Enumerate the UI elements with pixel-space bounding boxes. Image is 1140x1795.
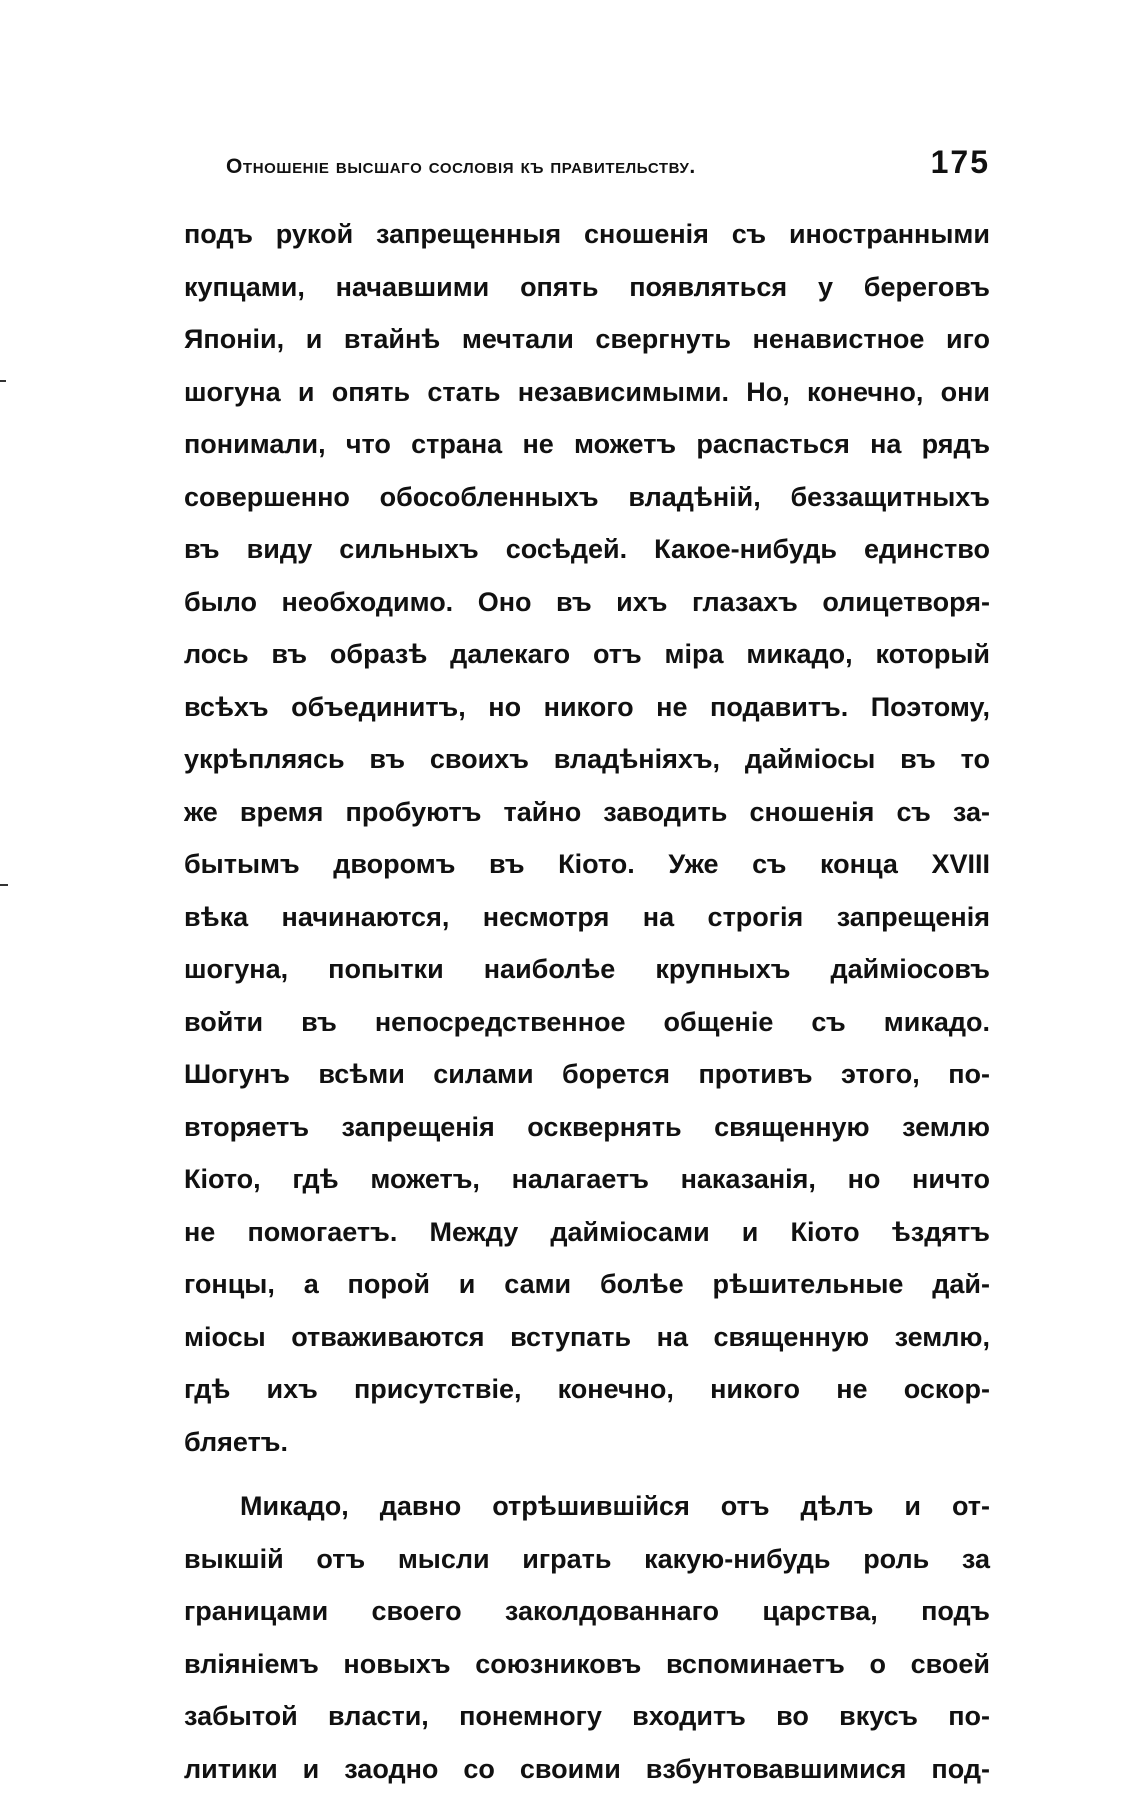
margin-mark <box>0 380 6 382</box>
running-title: Отношеніе высшаго сословія къ правительству. <box>226 155 696 179</box>
text-line: вѣка начинаются, несмотря на строгія запрещенія <box>184 891 990 944</box>
text-line: понимали, что страна не можетъ распасться на рядъ <box>184 418 990 471</box>
text-line: подъ рукой запрещенныя сношенія съ иностранными <box>184 208 990 261</box>
text-line: совершенно обособленныхъ владѣній, беззащитныхъ <box>184 471 990 524</box>
margin-mark <box>0 884 8 886</box>
paragraph <box>184 208 990 1468</box>
text-line: Шогунъ всѣми силами борется противъ этого, по- <box>184 1048 990 1101</box>
text-line: шогуна, попытки наиболѣе крупныхъ дайміосовъ <box>184 943 990 996</box>
text-line: лось въ образѣ далекаго отъ міра микадо, который <box>184 628 990 681</box>
page-number: 175 <box>931 144 990 181</box>
text-line: забытой власти, понемногу входитъ во вкусъ по- <box>184 1690 990 1743</box>
paragraph-gap <box>184 1468 990 1480</box>
text-line: выкшій отъ мысли играть какую-нибудь роль за <box>184 1533 990 1586</box>
text-line: міосы отваживаются вступать на священную землю, <box>184 1311 990 1364</box>
text-line: литики и заодно со своими взбунтовавшимися под- <box>184 1743 990 1795</box>
paragraph <box>184 1480 990 1795</box>
text-line: было необходимо. Оно въ ихъ глазахъ олицетворя- <box>184 576 990 629</box>
running-head <box>226 144 990 188</box>
text-line: купцами, начавшими опять появляться у береговъ <box>184 261 990 314</box>
text-line: Микадо, давно отрѣшившійся отъ дѣлъ и от- <box>184 1480 990 1533</box>
text-line: бытымъ дворомъ въ Кіото. Уже съ конца XVIII <box>184 838 990 891</box>
text-line: въ виду сильныхъ сосѣдей. Какое-нибудь единство <box>184 523 990 576</box>
text-line: войти въ непосредственное общеніе съ микадо. <box>184 996 990 1049</box>
text-line: гдѣ ихъ присутствіе, конечно, никого не оскор- <box>184 1363 990 1416</box>
text-line: вліяніемъ новыхъ союзниковъ вспоминаетъ о своей <box>184 1638 990 1691</box>
text-line: не помогаетъ. Между дайміосами и Кіото ѣздятъ <box>184 1206 990 1259</box>
text-line: всѣхъ объединитъ, но никого не подавитъ. Поэтому, <box>184 681 990 734</box>
text-line: бляетъ. <box>184 1416 990 1469</box>
body-text <box>184 208 990 1795</box>
paragraphs <box>184 208 990 1795</box>
text-line: Кіото, гдѣ можетъ, налагаетъ наказанія, но ничто <box>184 1153 990 1206</box>
text-line: гонцы, а порой и сами болѣе рѣшительные дай- <box>184 1258 990 1311</box>
text-line: Японіи, и втайнѣ мечтали свергнуть ненавистное иго <box>184 313 990 366</box>
text-line: вторяетъ запрещенія осквернять священную землю <box>184 1101 990 1154</box>
text-line: же время пробуютъ тайно заводить сношенія съ за- <box>184 786 990 839</box>
text-line: укрѣпляясь въ своихъ владѣніяхъ, дайміосы въ то <box>184 733 990 786</box>
text-line: шогуна и опять стать независимыми. Но, конечно, они <box>184 366 990 419</box>
text-line: границами своего заколдованнаго царства, подъ <box>184 1585 990 1638</box>
